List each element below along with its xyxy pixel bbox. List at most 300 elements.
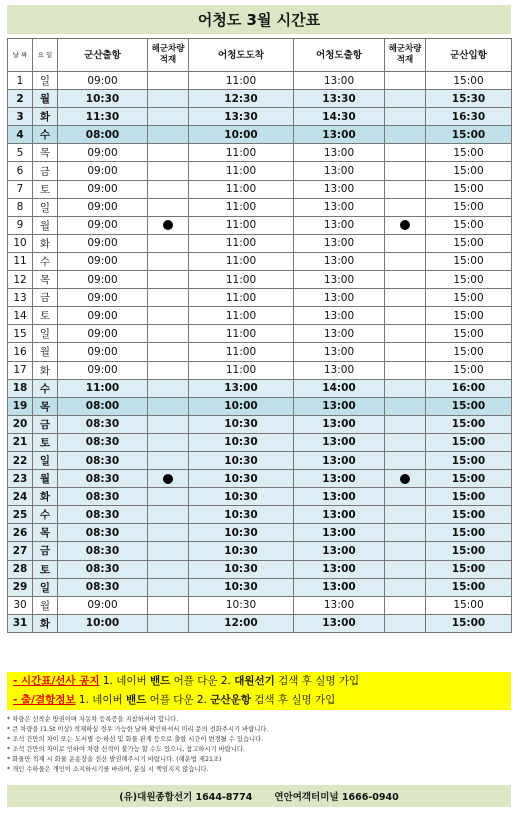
cell-navy-vehicle-a bbox=[148, 162, 189, 180]
cell-eocheongdo-depart: 13:00 bbox=[294, 451, 385, 469]
cell-day: 월 bbox=[33, 596, 58, 614]
notice-text: 어플 다운 2. bbox=[146, 694, 211, 706]
note-item: * 조석 간만의 차이로 인하여 차량 선적이 불가능 할 수도 있으니, 참고하시기 바랍니다. bbox=[7, 746, 245, 753]
cell-navy-vehicle-b bbox=[385, 361, 426, 379]
cell-date: 3 bbox=[8, 108, 33, 126]
cell-date: 9 bbox=[8, 216, 33, 234]
cell-gunsan-depart: 09:00 bbox=[58, 162, 148, 180]
cell-navy-vehicle-b bbox=[385, 180, 426, 198]
cell-navy-vehicle-a bbox=[148, 90, 189, 108]
cell-gunsan-depart: 08:30 bbox=[58, 415, 148, 433]
cell-navy-vehicle-a bbox=[148, 506, 189, 524]
cell-navy-vehicle-a bbox=[148, 415, 189, 433]
cell-eocheongdo-arrive: 11:00 bbox=[189, 307, 294, 325]
vehicle-loading-dot-icon bbox=[163, 474, 173, 484]
cell-eocheongdo-depart: 13:00 bbox=[294, 578, 385, 596]
notice-text: 검색 후 실명 가입 bbox=[274, 675, 360, 687]
cell-navy-vehicle-a bbox=[148, 524, 189, 542]
schedule-body bbox=[8, 72, 512, 633]
cell-gunsan-depart: 09:00 bbox=[58, 198, 148, 216]
header-navy-vehicle-a: 해군차량 적재 bbox=[148, 39, 189, 72]
cell-eocheongdo-depart: 13:00 bbox=[294, 343, 385, 361]
cell-eocheongdo-depart: 13:00 bbox=[294, 506, 385, 524]
cell-gunsan-depart: 09:00 bbox=[58, 289, 148, 307]
cell-gunsan-arrive: 15:00 bbox=[426, 542, 512, 560]
contact-terminal: 연안여객터미널 1666-0940 bbox=[274, 792, 399, 803]
cell-gunsan-depart: 08:30 bbox=[58, 524, 148, 542]
cell-navy-vehicle-b bbox=[385, 488, 426, 506]
table-row bbox=[8, 162, 512, 180]
cell-gunsan-arrive: 15:00 bbox=[426, 180, 512, 198]
cell-eocheongdo-depart: 13:00 bbox=[294, 614, 385, 632]
cell-navy-vehicle-a bbox=[148, 361, 189, 379]
cell-eocheongdo-depart: 13:00 bbox=[294, 216, 385, 234]
cell-gunsan-depart: 09:00 bbox=[58, 361, 148, 379]
cell-gunsan-arrive: 15:00 bbox=[426, 506, 512, 524]
cell-navy-vehicle-b bbox=[385, 506, 426, 524]
cell-eocheongdo-depart: 13:00 bbox=[294, 144, 385, 162]
cell-eocheongdo-depart: 14:00 bbox=[294, 379, 385, 397]
table-row bbox=[8, 524, 512, 542]
cell-gunsan-depart: 08:30 bbox=[58, 560, 148, 578]
cell-gunsan-depart: 08:30 bbox=[58, 542, 148, 560]
cell-navy-vehicle-b bbox=[385, 252, 426, 270]
cell-date: 14 bbox=[8, 307, 33, 325]
table-row bbox=[8, 307, 512, 325]
cell-date: 29 bbox=[8, 578, 33, 596]
cell-gunsan-depart: 08:30 bbox=[58, 470, 148, 488]
table-row bbox=[8, 343, 512, 361]
cell-day: 월 bbox=[33, 90, 58, 108]
cell-eocheongdo-depart: 13:00 bbox=[294, 415, 385, 433]
table-row bbox=[8, 90, 512, 108]
cell-eocheongdo-depart: 13:00 bbox=[294, 180, 385, 198]
cell-gunsan-arrive: 15:00 bbox=[426, 596, 512, 614]
cell-navy-vehicle-a bbox=[148, 289, 189, 307]
cell-eocheongdo-depart: 13:00 bbox=[294, 433, 385, 451]
table-row bbox=[8, 614, 512, 632]
cell-navy-vehicle-a bbox=[148, 325, 189, 343]
cell-date: 31 bbox=[8, 614, 33, 632]
cell-gunsan-depart: 11:30 bbox=[58, 108, 148, 126]
cell-navy-vehicle-b bbox=[385, 524, 426, 542]
cell-gunsan-depart: 09:00 bbox=[58, 596, 148, 614]
cell-eocheongdo-arrive: 10:30 bbox=[189, 596, 294, 614]
cell-date: 1 bbox=[8, 72, 33, 90]
cell-navy-vehicle-b bbox=[385, 614, 426, 632]
cell-eocheongdo-depart: 13:00 bbox=[294, 397, 385, 415]
cell-gunsan-arrive: 16:00 bbox=[426, 379, 512, 397]
notice-label-schedule: - 시간표/선사 공지 bbox=[13, 675, 100, 687]
cell-day: 일 bbox=[33, 72, 58, 90]
cell-gunsan-depart: 10:00 bbox=[58, 614, 148, 632]
cell-day: 토 bbox=[33, 560, 58, 578]
cell-date: 19 bbox=[8, 397, 33, 415]
cell-eocheongdo-depart: 13:00 bbox=[294, 470, 385, 488]
vehicle-loading-dot-icon bbox=[163, 220, 173, 230]
cell-eocheongdo-depart: 13:00 bbox=[294, 252, 385, 270]
cell-day: 수 bbox=[33, 506, 58, 524]
cell-navy-vehicle-a bbox=[148, 252, 189, 270]
cell-navy-vehicle-b bbox=[385, 470, 426, 488]
cell-day: 일 bbox=[33, 578, 58, 596]
cell-navy-vehicle-b bbox=[385, 216, 426, 234]
cell-date: 12 bbox=[8, 271, 33, 289]
cell-gunsan-depart: 10:30 bbox=[58, 90, 148, 108]
cell-eocheongdo-arrive: 10:00 bbox=[189, 397, 294, 415]
table-row bbox=[8, 216, 512, 234]
cell-navy-vehicle-a bbox=[148, 614, 189, 632]
cell-navy-vehicle-b bbox=[385, 433, 426, 451]
table-row bbox=[8, 126, 512, 144]
cell-gunsan-arrive: 16:30 bbox=[426, 108, 512, 126]
table-row bbox=[8, 415, 512, 433]
notice-text: 1. 네이버 bbox=[99, 675, 150, 687]
contact-company: (유)대원종합선기 1644-8774 bbox=[119, 792, 253, 803]
cell-date: 26 bbox=[8, 524, 33, 542]
header-eocheongdo-depart: 어청도출항 bbox=[294, 39, 385, 72]
cell-gunsan-arrive: 15:00 bbox=[426, 325, 512, 343]
cell-navy-vehicle-b bbox=[385, 72, 426, 90]
cell-date: 28 bbox=[8, 560, 33, 578]
cell-eocheongdo-arrive: 11:00 bbox=[189, 361, 294, 379]
cell-navy-vehicle-a bbox=[148, 108, 189, 126]
cell-date: 18 bbox=[8, 379, 33, 397]
cell-navy-vehicle-b bbox=[385, 108, 426, 126]
cell-eocheongdo-arrive: 11:00 bbox=[189, 198, 294, 216]
table-row bbox=[8, 506, 512, 524]
cell-eocheongdo-depart: 13:00 bbox=[294, 542, 385, 560]
cell-eocheongdo-arrive: 13:00 bbox=[189, 379, 294, 397]
cell-gunsan-arrive: 15:00 bbox=[426, 289, 512, 307]
cell-navy-vehicle-b bbox=[385, 271, 426, 289]
cell-navy-vehicle-a bbox=[148, 560, 189, 578]
cell-day: 토 bbox=[33, 180, 58, 198]
cell-navy-vehicle-b bbox=[385, 343, 426, 361]
cell-navy-vehicle-b bbox=[385, 451, 426, 469]
cell-navy-vehicle-a bbox=[148, 488, 189, 506]
cell-date: 7 bbox=[8, 180, 33, 198]
cell-gunsan-arrive: 15:30 bbox=[426, 90, 512, 108]
cell-navy-vehicle-a bbox=[148, 596, 189, 614]
cell-navy-vehicle-a bbox=[148, 180, 189, 198]
cell-eocheongdo-depart: 13:00 bbox=[294, 361, 385, 379]
cell-eocheongdo-depart: 13:00 bbox=[294, 234, 385, 252]
cell-date: 17 bbox=[8, 361, 33, 379]
header-gunsan-depart: 군산출항 bbox=[58, 39, 148, 72]
cell-gunsan-depart: 09:00 bbox=[58, 307, 148, 325]
cell-gunsan-depart: 09:00 bbox=[58, 180, 148, 198]
cell-navy-vehicle-b bbox=[385, 162, 426, 180]
cell-navy-vehicle-a bbox=[148, 216, 189, 234]
cell-gunsan-depart: 09:00 bbox=[58, 216, 148, 234]
cell-date: 25 bbox=[8, 506, 33, 524]
header-row bbox=[8, 39, 512, 72]
cell-date: 11 bbox=[8, 252, 33, 270]
cell-eocheongdo-arrive: 10:30 bbox=[189, 433, 294, 451]
cell-navy-vehicle-a bbox=[148, 198, 189, 216]
cell-day: 화 bbox=[33, 488, 58, 506]
cell-navy-vehicle-a bbox=[148, 542, 189, 560]
cell-gunsan-arrive: 15:00 bbox=[426, 488, 512, 506]
cell-day: 일 bbox=[33, 451, 58, 469]
cell-eocheongdo-depart: 14:30 bbox=[294, 108, 385, 126]
notice-line-status bbox=[7, 691, 511, 710]
cell-navy-vehicle-a bbox=[148, 379, 189, 397]
cell-day: 수 bbox=[33, 379, 58, 397]
cell-date: 15 bbox=[8, 325, 33, 343]
cell-gunsan-arrive: 15:00 bbox=[426, 397, 512, 415]
header-eocheongdo-arrive: 어청도도착 bbox=[189, 39, 294, 72]
header-day: 요 일 bbox=[33, 39, 58, 72]
cell-date: 21 bbox=[8, 433, 33, 451]
cell-day: 토 bbox=[33, 433, 58, 451]
table-row bbox=[8, 542, 512, 560]
notice-text: 1. 네이버 bbox=[75, 694, 127, 706]
cell-eocheongdo-arrive: 11:00 bbox=[189, 325, 294, 343]
notes-list bbox=[7, 715, 511, 775]
cell-eocheongdo-depart: 13:00 bbox=[294, 524, 385, 542]
cell-eocheongdo-depart: 13:00 bbox=[294, 289, 385, 307]
cell-day: 금 bbox=[33, 162, 58, 180]
page-title: 어청도 3월 시간표 bbox=[7, 5, 511, 34]
cell-day: 목 bbox=[33, 144, 58, 162]
cell-date: 27 bbox=[8, 542, 33, 560]
cell-eocheongdo-arrive: 10:30 bbox=[189, 578, 294, 596]
cell-navy-vehicle-b bbox=[385, 144, 426, 162]
cell-date: 2 bbox=[8, 90, 33, 108]
cell-eocheongdo-arrive: 12:00 bbox=[189, 614, 294, 632]
contact-footer bbox=[7, 785, 511, 807]
cell-gunsan-arrive: 15:00 bbox=[426, 560, 512, 578]
cell-date: 4 bbox=[8, 126, 33, 144]
cell-date: 23 bbox=[8, 470, 33, 488]
cell-gunsan-arrive: 15:00 bbox=[426, 614, 512, 632]
vehicle-loading-dot-icon bbox=[400, 220, 410, 230]
cell-day: 금 bbox=[33, 415, 58, 433]
cell-navy-vehicle-b bbox=[385, 415, 426, 433]
notice-label-status: - 출/결항정보 bbox=[13, 694, 76, 706]
cell-navy-vehicle-b bbox=[385, 397, 426, 415]
note-item: * 큰 차량을 (1.5t 이상) 적재하실 경우 가능한 날짜 확인하셔서 미리 문의 전화주시기 바랍니다. bbox=[7, 726, 269, 733]
cell-day: 토 bbox=[33, 307, 58, 325]
cell-navy-vehicle-b bbox=[385, 542, 426, 560]
table-row bbox=[8, 596, 512, 614]
cell-gunsan-depart: 08:30 bbox=[58, 433, 148, 451]
cell-navy-vehicle-b bbox=[385, 289, 426, 307]
cell-eocheongdo-arrive: 11:00 bbox=[189, 252, 294, 270]
notice-box bbox=[7, 672, 511, 710]
cell-navy-vehicle-a bbox=[148, 470, 189, 488]
cell-date: 5 bbox=[8, 144, 33, 162]
note-item: * 개인 수하물은 개인이 소지하시기를 바라며, 분실 시 책임지지 않습니다. bbox=[7, 766, 209, 773]
cell-date: 22 bbox=[8, 451, 33, 469]
cell-gunsan-depart: 08:30 bbox=[58, 488, 148, 506]
cell-date: 16 bbox=[8, 343, 33, 361]
cell-navy-vehicle-a bbox=[148, 578, 189, 596]
table-row bbox=[8, 470, 512, 488]
cell-gunsan-arrive: 15:00 bbox=[426, 216, 512, 234]
cell-gunsan-depart: 08:30 bbox=[58, 506, 148, 524]
cell-eocheongdo-arrive: 11:00 bbox=[189, 180, 294, 198]
table-row bbox=[8, 433, 512, 451]
cell-gunsan-arrive: 15:00 bbox=[426, 470, 512, 488]
cell-eocheongdo-arrive: 11:00 bbox=[189, 343, 294, 361]
notice-text: 검색 후 실명 가입 bbox=[250, 694, 336, 706]
cell-navy-vehicle-b bbox=[385, 126, 426, 144]
note-item: * 화물만 적재 시 화물 운송장을 전산 발권해주시기 바랍니다. (해운법 제21조) bbox=[7, 756, 222, 763]
cell-gunsan-arrive: 15:00 bbox=[426, 198, 512, 216]
cell-day: 화 bbox=[33, 361, 58, 379]
vehicle-loading-dot-icon bbox=[400, 474, 410, 484]
cell-navy-vehicle-a bbox=[148, 234, 189, 252]
table-row bbox=[8, 289, 512, 307]
cell-navy-vehicle-b bbox=[385, 307, 426, 325]
header-gunsan-arrive: 군산입항 bbox=[426, 39, 512, 72]
cell-gunsan-depart: 09:00 bbox=[58, 343, 148, 361]
note-item: * 차량은 선착순 방권이며 자동차 등록증을 지참하셔야 합니다. bbox=[7, 716, 179, 723]
cell-day: 금 bbox=[33, 289, 58, 307]
cell-day: 수 bbox=[33, 252, 58, 270]
cell-gunsan-depart: 08:30 bbox=[58, 578, 148, 596]
cell-date: 10 bbox=[8, 234, 33, 252]
notice-text: 어플 다운 2. bbox=[170, 675, 235, 687]
cell-gunsan-depart: 08:30 bbox=[58, 451, 148, 469]
table-row bbox=[8, 361, 512, 379]
cell-eocheongdo-depart: 13:00 bbox=[294, 325, 385, 343]
cell-gunsan-arrive: 15:00 bbox=[426, 72, 512, 90]
cell-gunsan-arrive: 15:00 bbox=[426, 144, 512, 162]
cell-gunsan-depart: 09:00 bbox=[58, 271, 148, 289]
table-row bbox=[8, 397, 512, 415]
cell-eocheongdo-arrive: 11:00 bbox=[189, 234, 294, 252]
cell-navy-vehicle-a bbox=[148, 72, 189, 90]
cell-date: 6 bbox=[8, 162, 33, 180]
cell-eocheongdo-depart: 13:00 bbox=[294, 126, 385, 144]
cell-gunsan-depart: 09:00 bbox=[58, 252, 148, 270]
cell-eocheongdo-depart: 13:30 bbox=[294, 90, 385, 108]
cell-day: 월 bbox=[33, 343, 58, 361]
notice-line-schedule bbox=[7, 672, 511, 691]
cell-gunsan-arrive: 15:00 bbox=[426, 162, 512, 180]
cell-gunsan-depart: 09:00 bbox=[58, 234, 148, 252]
header-date: 날 짜 bbox=[8, 39, 33, 72]
table-row bbox=[8, 325, 512, 343]
cell-eocheongdo-depart: 13:00 bbox=[294, 488, 385, 506]
table-row bbox=[8, 180, 512, 198]
cell-eocheongdo-arrive: 10:30 bbox=[189, 415, 294, 433]
cell-eocheongdo-arrive: 10:30 bbox=[189, 470, 294, 488]
cell-navy-vehicle-b bbox=[385, 198, 426, 216]
note-item: * 조석 간만의 차이 또는 도서별 승·하선 및 화물 관계 등으로 출항 시간이 변경될 수 있습니다. bbox=[7, 736, 264, 743]
cell-navy-vehicle-a bbox=[148, 397, 189, 415]
cell-day: 월 bbox=[33, 470, 58, 488]
table-row bbox=[8, 72, 512, 90]
cell-gunsan-arrive: 15:00 bbox=[426, 343, 512, 361]
cell-date: 30 bbox=[8, 596, 33, 614]
cell-eocheongdo-arrive: 10:00 bbox=[189, 126, 294, 144]
notice-search-term: 대원선기 bbox=[234, 675, 275, 687]
table-row bbox=[8, 560, 512, 578]
table-row bbox=[8, 144, 512, 162]
cell-date: 24 bbox=[8, 488, 33, 506]
cell-day: 목 bbox=[33, 271, 58, 289]
cell-eocheongdo-arrive: 10:30 bbox=[189, 506, 294, 524]
cell-navy-vehicle-a bbox=[148, 126, 189, 144]
cell-day: 목 bbox=[33, 524, 58, 542]
cell-gunsan-depart: 09:00 bbox=[58, 72, 148, 90]
table-row bbox=[8, 379, 512, 397]
cell-gunsan-arrive: 15:00 bbox=[426, 524, 512, 542]
cell-eocheongdo-arrive: 13:30 bbox=[189, 108, 294, 126]
cell-date: 8 bbox=[8, 198, 33, 216]
cell-eocheongdo-depart: 13:00 bbox=[294, 72, 385, 90]
notice-search-term: 군산운항 bbox=[210, 694, 251, 706]
cell-eocheongdo-depart: 13:00 bbox=[294, 307, 385, 325]
cell-eocheongdo-arrive: 11:00 bbox=[189, 216, 294, 234]
cell-navy-vehicle-b bbox=[385, 560, 426, 578]
cell-eocheongdo-depart: 13:00 bbox=[294, 198, 385, 216]
table-row bbox=[8, 108, 512, 126]
cell-eocheongdo-arrive: 12:30 bbox=[189, 90, 294, 108]
cell-gunsan-arrive: 15:00 bbox=[426, 578, 512, 596]
cell-navy-vehicle-b bbox=[385, 578, 426, 596]
cell-navy-vehicle-a bbox=[148, 433, 189, 451]
cell-gunsan-arrive: 15:00 bbox=[426, 433, 512, 451]
notice-band: 밴드 bbox=[126, 694, 147, 706]
cell-navy-vehicle-a bbox=[148, 271, 189, 289]
cell-day: 일 bbox=[33, 198, 58, 216]
notice-band: 밴드 bbox=[149, 675, 171, 687]
cell-day: 금 bbox=[33, 542, 58, 560]
cell-date: 13 bbox=[8, 289, 33, 307]
cell-gunsan-depart: 09:00 bbox=[58, 144, 148, 162]
cell-day: 화 bbox=[33, 108, 58, 126]
table-row bbox=[8, 271, 512, 289]
cell-eocheongdo-depart: 13:00 bbox=[294, 271, 385, 289]
table-row bbox=[8, 451, 512, 469]
cell-eocheongdo-arrive: 10:30 bbox=[189, 524, 294, 542]
cell-eocheongdo-arrive: 11:00 bbox=[189, 144, 294, 162]
cell-gunsan-depart: 11:00 bbox=[58, 379, 148, 397]
cell-eocheongdo-arrive: 10:30 bbox=[189, 451, 294, 469]
schedule-table bbox=[7, 38, 512, 633]
cell-eocheongdo-arrive: 11:00 bbox=[189, 72, 294, 90]
cell-eocheongdo-arrive: 10:30 bbox=[189, 488, 294, 506]
cell-eocheongdo-arrive: 10:30 bbox=[189, 560, 294, 578]
cell-date: 20 bbox=[8, 415, 33, 433]
cell-gunsan-arrive: 15:00 bbox=[426, 126, 512, 144]
cell-eocheongdo-arrive: 11:00 bbox=[189, 289, 294, 307]
table-row bbox=[8, 488, 512, 506]
cell-gunsan-arrive: 15:00 bbox=[426, 271, 512, 289]
cell-gunsan-arrive: 15:00 bbox=[426, 252, 512, 270]
cell-gunsan-arrive: 15:00 bbox=[426, 415, 512, 433]
cell-day: 수 bbox=[33, 126, 58, 144]
cell-eocheongdo-depart: 13:00 bbox=[294, 560, 385, 578]
cell-eocheongdo-arrive: 11:00 bbox=[189, 162, 294, 180]
cell-day: 화 bbox=[33, 614, 58, 632]
cell-gunsan-arrive: 15:00 bbox=[426, 451, 512, 469]
table-row bbox=[8, 252, 512, 270]
cell-gunsan-depart: 09:00 bbox=[58, 325, 148, 343]
cell-navy-vehicle-a bbox=[148, 343, 189, 361]
cell-navy-vehicle-b bbox=[385, 379, 426, 397]
table-row bbox=[8, 234, 512, 252]
cell-day: 일 bbox=[33, 325, 58, 343]
cell-navy-vehicle-a bbox=[148, 307, 189, 325]
cell-gunsan-depart: 08:00 bbox=[58, 126, 148, 144]
